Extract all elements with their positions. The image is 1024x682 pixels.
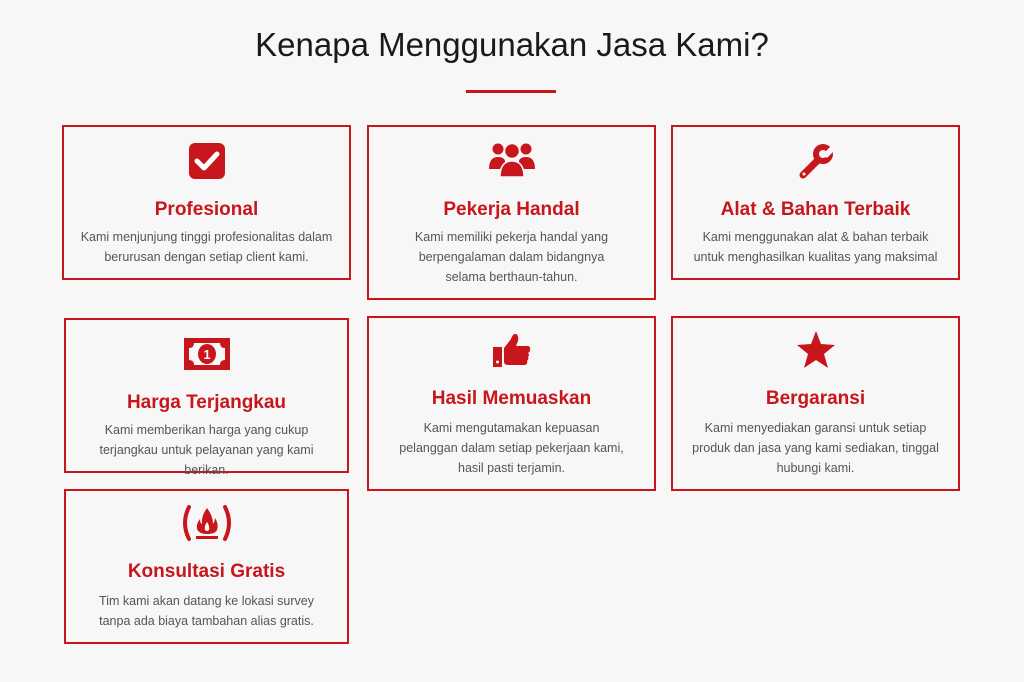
title-underline — [466, 90, 556, 93]
feature-title: Bergaransi — [765, 388, 866, 409]
star-icon — [673, 330, 958, 370]
wrench-icon — [673, 141, 958, 181]
feature-description: Kami menyediakan garansi untuk setiap produk dan jasa yang kami sediakan, tinggal hubungi kami. — [692, 421, 939, 475]
feature-card-hasil-memuaskan — [367, 316, 656, 491]
feature-description: Kami menggunakan alat & bahan terbaik untuk menghasilkan kualitas yang maksimal — [693, 230, 938, 264]
feature-description: Kami memberikan harga yang cukup terjangkau untuk pelayanan yang kami berikan. — [99, 423, 314, 477]
users-group-icon — [369, 139, 654, 179]
feature-description: Kami mengutamakan kepuasan pelanggan dalam setiap pekerjaan kami, hasil pasti terjamin. — [399, 421, 624, 475]
feature-title: Hasil Memuaskan — [431, 388, 592, 409]
feature-card-profesional — [62, 125, 351, 280]
free-code-camp-icon — [66, 503, 347, 543]
feature-card-konsultasi-gratis — [64, 489, 349, 644]
feature-card-pekerja-handal — [367, 125, 656, 300]
feature-description: Kami menjunjung tinggi profesionalitas dalam berurusan dengan setiap client kami. — [80, 230, 333, 264]
money-bill-icon — [66, 334, 347, 374]
feature-title: Alat & Bahan Terbaik — [720, 199, 911, 220]
feature-description: Kami memiliki pekerja handal yang berpengalaman dalam bidangnya selama berthaun-tahun. — [414, 230, 609, 284]
feature-card-bergaransi — [671, 316, 960, 491]
feature-title: Pekerja Handal — [443, 199, 580, 220]
feature-title: Harga Terjangkau — [126, 392, 287, 413]
feature-description: Tim kami akan datang ke lokasi survey tanpa ada biaya tambahan alias gratis. — [99, 594, 314, 628]
feature-title: Profesional — [154, 199, 259, 220]
thumbs-up-icon — [369, 330, 654, 370]
page-title: Kenapa Menggunakan Jasa Kami? — [255, 26, 769, 63]
checkbox-check-icon — [64, 141, 349, 181]
feature-title: Konsultasi Gratis — [127, 561, 286, 582]
feature-card-harga-terjangkau — [64, 318, 349, 477]
svg-text:1: 1 — [202, 347, 211, 362]
feature-card-alat-bahan — [671, 125, 960, 280]
